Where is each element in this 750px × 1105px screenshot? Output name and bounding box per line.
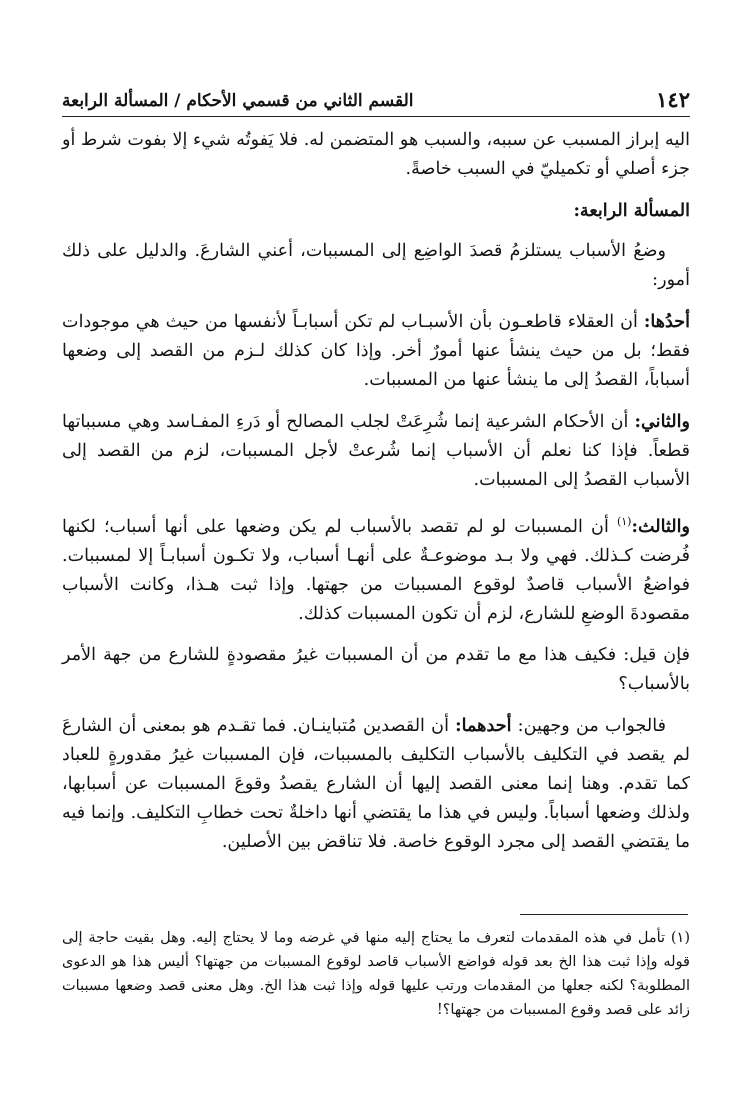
footnote: (١) تأمل في هذه المقدمات لتعرف ما يحتاج إليه منها في غرضه وما لا يحتاج إليه. وهل بقيت حاجة إلى قوله وإذا ثبت هذا الخ بعد قوله فواضع الأسباب قاصد لوقوع المسببات من جهتها؟ أليس هذا هو الدعوى المطلوبة؟ لكنه جعلها من المقدمات ورتب عليها قوله وإذا ثبت هذا الخ. وهل معنى قصد وضعها مسببات زائد على قصد وقوع المسببات من جهتها؟! xyxy=(62,930,690,1018)
intro-paragraph: اليه إبراز المسبب عن سببه، والسبب هو المتضمن له. فلا يَفوتُه شيء إلا بفوت شرط أو جزء أصلي أو تكميليّ في السبب خاصةً. xyxy=(62,130,690,179)
answer-text: أن القصدين مُتباينـان. فما تقـدم هو بمعنى أن الشارعَ لم يقصد في التكليف بالأسباب التكليف بالمسببات، فإن المسببات غيرُ مقدورةٍ للعباد كما تقدم. وهنا إنما معنى القصد إليها أن الشارع يقصدُ وقوعَ المسببات عن أسبابها، ولذلك وضعها أسباباً. وليس في هذا ما يقتضي أنها داخلةٌ تحت خطابِ التكليف. وإنما فيه ما يقتضي القصد إلى مجرد الوقوع خاصة. فلا تناقض بين الأصلين. xyxy=(62,715,690,852)
footnote-divider xyxy=(520,914,688,915)
answer-prefix: فالجواب من وجهين: xyxy=(511,715,667,736)
point-two xyxy=(62,407,690,495)
point-two-lead: والثاني: xyxy=(634,411,690,432)
point-one-lead: أحدُها: xyxy=(643,311,690,332)
point-three-text: أن المسببات لو لم تقصد بالأسباب لم يكن وضعها على أنها أسباب؛ لكنها فُرضت كـذلك. فهي ولا بـد موضوعـةٌ على أنهـا أسباب، ولا تكـون أسبابـاً إلا لمسببات. فواضعُ الأسباب قاصدٌ لوقوع المسببات من جهتها. وإذا ثبت هـذا، وكانت الأسباب مقصودةَ الوضعِ للشارع، لزم أن تكون المسببات كذلك. xyxy=(62,516,690,624)
page-header xyxy=(62,84,690,117)
question-paragraph: فإن قيل: فكيف هذا مع ما تقدم من أن المسببات غيرُ مقصودةٍ للشارع من جهة الأمر بالأسباب؟ xyxy=(62,644,690,694)
running-title: القسم الثاني من قسمي الأحكام / المسألة الرابعة xyxy=(62,91,414,111)
answer-lead: أحدهما: xyxy=(455,714,512,736)
page-number: ١٤٢ xyxy=(656,87,690,112)
point-three-lead: والثالث: xyxy=(631,515,690,537)
answer-paragraph xyxy=(62,711,690,857)
section-title: المسألة الرابعة: xyxy=(573,200,690,221)
thesis-paragraph: وضعُ الأسباب يستلزمُ قصدَ الواضِع إلى المسببات، أعني الشارعَ. والدليل على ذلك أمور: xyxy=(62,241,690,290)
point-two-text: أن الأحكام الشرعية إنما شُرِعَتْ لجلب المصالح أو دَرءِ المفـاسد وهي مسبباتها قطعاً. فإذا كنا نعلم أن الأسباب إنما شُرعتْ لأجل المسببات، لزم من القصد إلى الأسباب القصدُ إلى المسببات. xyxy=(62,412,690,490)
page-body xyxy=(62,126,690,869)
footnote-marker: (١) xyxy=(616,515,632,528)
point-one xyxy=(62,307,690,395)
point-one-text: أن العقلاء قاطعـون بأن الأسبـاب لم تكن أسبابـاً لأنفسها من حيث هي موجودات فقط؛ بل من حيث ينشأ عنها أمورٌ أخر. وإذا كان كذلك لـزم من القصد إلى وضعها أسباباً، القصدُ إلى ما ينشأ عنها من المسببات. xyxy=(62,312,690,390)
point-three xyxy=(62,507,690,629)
